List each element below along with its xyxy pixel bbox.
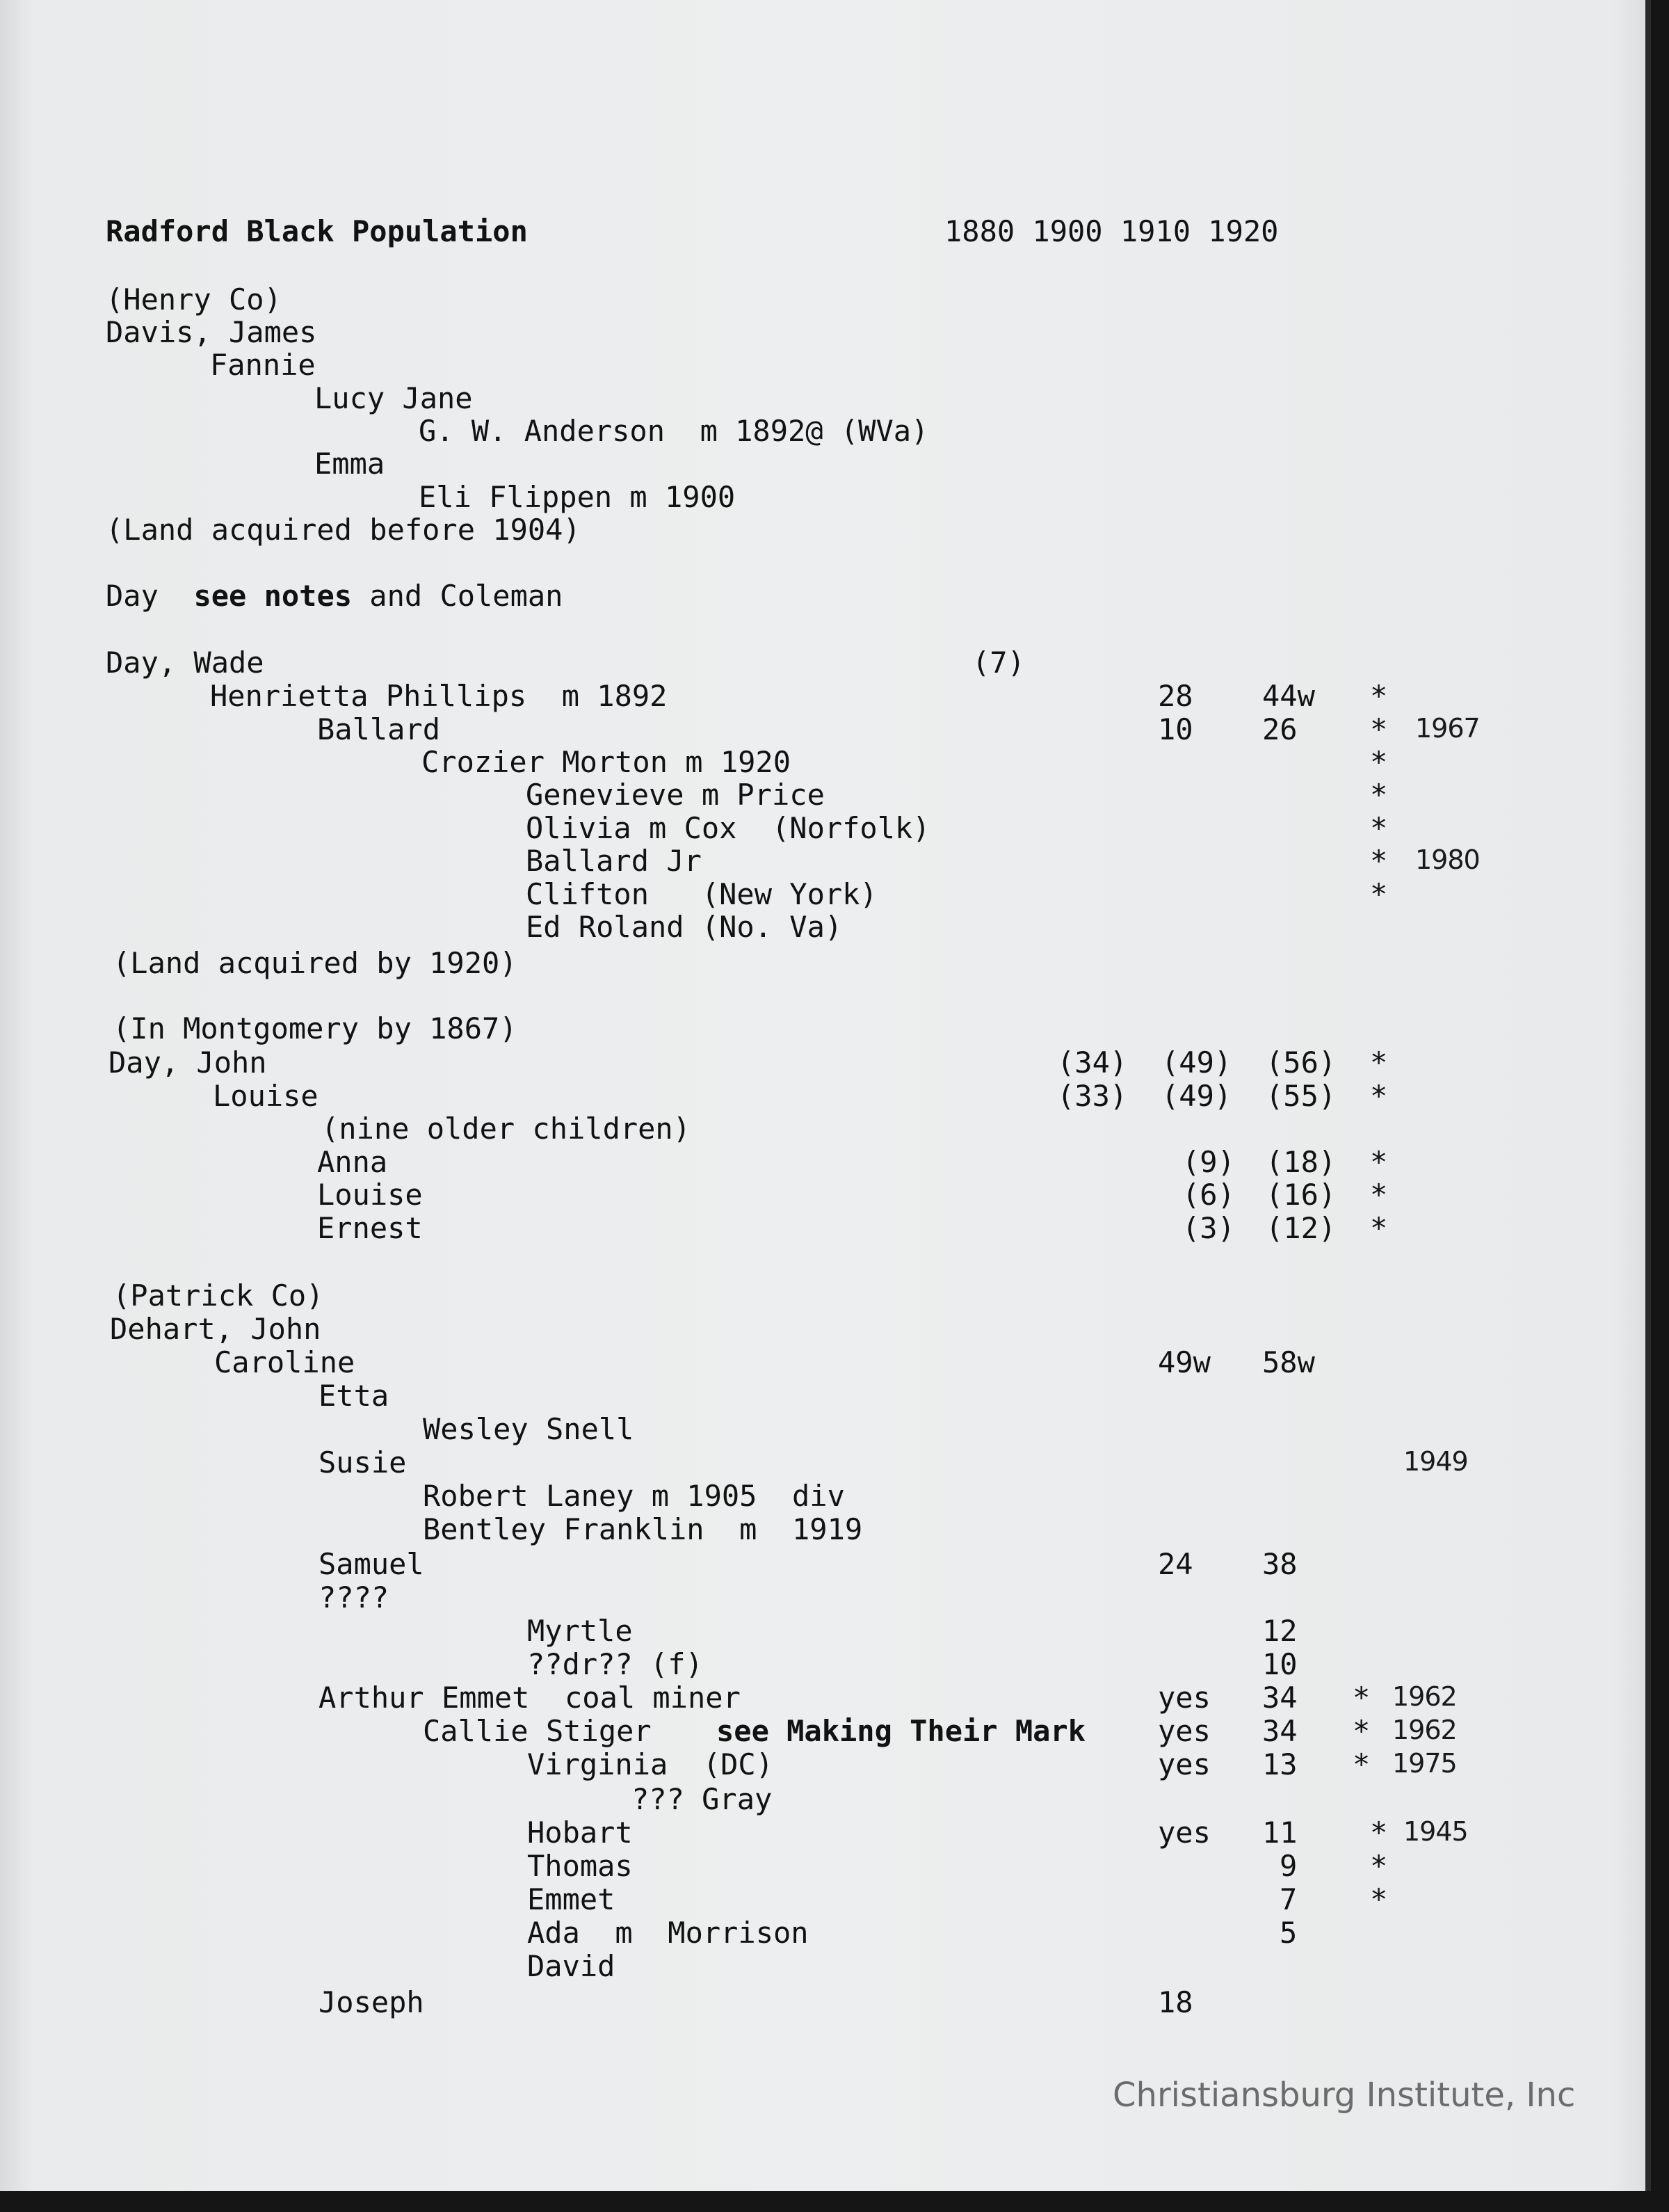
family-head: Day, John	[108, 1045, 267, 1080]
star-mark: *	[1370, 1849, 1388, 1883]
census-value: 24	[1158, 1547, 1193, 1581]
census-value: (34)	[1057, 1045, 1128, 1080]
star-mark: *	[1370, 778, 1388, 812]
child-note: (nine older children)	[321, 1112, 691, 1146]
family-origin: (Henry Co)	[106, 282, 282, 316]
handwritten-year: 1945	[1403, 1816, 1468, 1847]
census-value: 44w	[1262, 679, 1315, 713]
census-value: 7	[1280, 1882, 1298, 1916]
family-origin: (In Montgomery by 1867)	[113, 1011, 517, 1045]
star-mark: *	[1370, 1079, 1388, 1113]
child-entry: Emma	[314, 447, 385, 481]
grandchild-entry: Ballard Jr	[526, 844, 702, 878]
marriage-entry: G. W. Anderson m 1892@ (WVa)	[419, 414, 929, 448]
child-entry: Joseph	[319, 1985, 424, 2019]
family-head: Dehart, John	[110, 1312, 321, 1346]
handwritten-year: 1962	[1392, 1681, 1457, 1712]
census-value: 34	[1262, 1714, 1298, 1748]
star-mark: *	[1370, 811, 1388, 845]
star-mark: *	[1370, 1211, 1388, 1245]
cross-reference: Day see notes and Coleman	[106, 579, 563, 613]
land-note: (Land acquired by 1920)	[113, 946, 517, 980]
census-value: 58w	[1262, 1345, 1315, 1379]
census-value: 9	[1280, 1849, 1298, 1883]
census-value: (49)	[1161, 1079, 1232, 1113]
star-mark: *	[1370, 844, 1388, 878]
marriage-entry: ??? Gray	[631, 1782, 773, 1816]
census-value: 18	[1158, 1985, 1193, 2019]
census-count: (7)	[972, 646, 1025, 680]
handwritten-year: 1975	[1392, 1748, 1457, 1779]
handwritten-year: 1967	[1415, 713, 1480, 744]
star-mark: *	[1370, 877, 1388, 911]
census-years-header: 1880 1900 1910 1920	[944, 214, 1279, 248]
star-mark: *	[1370, 1045, 1388, 1080]
star-mark: *	[1370, 712, 1388, 746]
child-entry: ????	[319, 1580, 389, 1614]
grandchild-entry: Clifton (New York)	[526, 877, 878, 911]
grandchild-entry: Olivia m Cox (Norfolk)	[526, 811, 930, 845]
child-entry: Susie	[319, 1445, 407, 1480]
census-value: 49w	[1158, 1345, 1211, 1379]
spouse-entry: Louise	[213, 1079, 319, 1113]
spouse-entry: Henrietta Phillips m 1892	[210, 679, 668, 713]
spouse-entry: Caroline	[214, 1345, 355, 1379]
marriage-entry: Wesley Snell	[423, 1412, 634, 1446]
page-title: Radford Black Population	[106, 214, 528, 248]
census-value: 10	[1158, 712, 1193, 746]
star-mark: *	[1370, 1178, 1388, 1212]
child-entry: Lucy Jane	[314, 381, 473, 415]
census-value: (55)	[1266, 1079, 1337, 1113]
census-value: (33)	[1057, 1079, 1128, 1113]
census-value: 10	[1262, 1647, 1298, 1681]
star-mark: *	[1353, 1714, 1371, 1748]
marriage-entry: Crozier Morton m 1920	[421, 745, 791, 779]
census-value: yes	[1158, 1714, 1211, 1748]
land-note: (Land acquired before 1904)	[106, 513, 581, 547]
star-mark: *	[1353, 1747, 1371, 1781]
star-mark: *	[1370, 1882, 1388, 1916]
cross-reference: see Making Their Mark	[716, 1714, 1086, 1748]
marriage-entry: Eli Flippen m 1900	[419, 480, 736, 514]
grandchild-entry: Emmet	[527, 1882, 615, 1916]
census-value: (12)	[1266, 1211, 1337, 1245]
grandchild-entry: Hobart	[527, 1816, 633, 1850]
star-mark: *	[1370, 1816, 1388, 1850]
child-entry: Anna	[317, 1145, 388, 1179]
child-entry: Arthur Emmet coal miner	[319, 1681, 741, 1715]
census-value: yes	[1158, 1681, 1211, 1715]
grandchild-entry: Thomas	[527, 1849, 633, 1883]
census-value: (3)	[1182, 1211, 1235, 1245]
census-value: 28	[1158, 679, 1193, 713]
grandchild-entry: David	[527, 1949, 615, 1983]
census-value: 5	[1280, 1916, 1298, 1950]
star-mark: *	[1353, 1681, 1371, 1715]
star-mark: *	[1370, 745, 1388, 779]
child-entry: Etta	[319, 1379, 389, 1413]
handwritten-year: 1962	[1392, 1715, 1457, 1745]
grandchild-entry: Genevieve m Price	[526, 778, 825, 812]
child-entry: Samuel	[319, 1547, 424, 1581]
census-value: 11	[1262, 1816, 1298, 1850]
grandchild-entry: Virginia (DC)	[527, 1747, 774, 1781]
grandchild-entry: Ed Roland (No. Va)	[526, 910, 843, 944]
child-entry: Louise	[317, 1178, 423, 1212]
census-value: 34	[1262, 1681, 1298, 1715]
page-edge-shadow	[1645, 0, 1651, 2191]
handwritten-year: 1980	[1415, 844, 1480, 875]
census-value: (18)	[1266, 1145, 1337, 1179]
census-value: (49)	[1161, 1045, 1232, 1080]
census-value: 12	[1262, 1614, 1298, 1648]
census-value: 26	[1262, 712, 1298, 746]
child-entry: Ballard	[317, 712, 441, 746]
handwritten-year: 1949	[1403, 1446, 1468, 1477]
watermark-text: Christiansburg Institute, Inc	[1113, 2076, 1576, 2115]
census-value: (16)	[1266, 1178, 1337, 1212]
marriage-entry: Robert Laney m 1905 div	[423, 1479, 845, 1513]
census-value: 38	[1262, 1547, 1298, 1581]
family-head: Davis, James	[106, 315, 317, 349]
grandchild-entry: ??dr?? (f)	[527, 1647, 703, 1681]
child-entry: Ernest	[317, 1211, 423, 1245]
star-mark: *	[1370, 1145, 1388, 1179]
census-value: yes	[1158, 1816, 1211, 1850]
grandchild-entry: Ada m Morrison	[527, 1916, 809, 1950]
grandchild-entry: Myrtle	[527, 1614, 633, 1648]
census-value: (56)	[1266, 1045, 1337, 1080]
spouse-entry: Fannie	[210, 348, 316, 382]
star-mark: *	[1370, 679, 1388, 713]
census-value: (6)	[1182, 1178, 1235, 1212]
family-head: Day, Wade	[106, 646, 264, 680]
census-value: yes	[1158, 1747, 1211, 1781]
census-value: 13	[1262, 1747, 1298, 1781]
marriage-entry: Bentley Franklin m 1919	[423, 1512, 863, 1546]
family-origin: (Patrick Co)	[113, 1279, 324, 1313]
census-value: (9)	[1182, 1145, 1235, 1179]
spouse-entry: Callie Stiger	[423, 1714, 652, 1748]
